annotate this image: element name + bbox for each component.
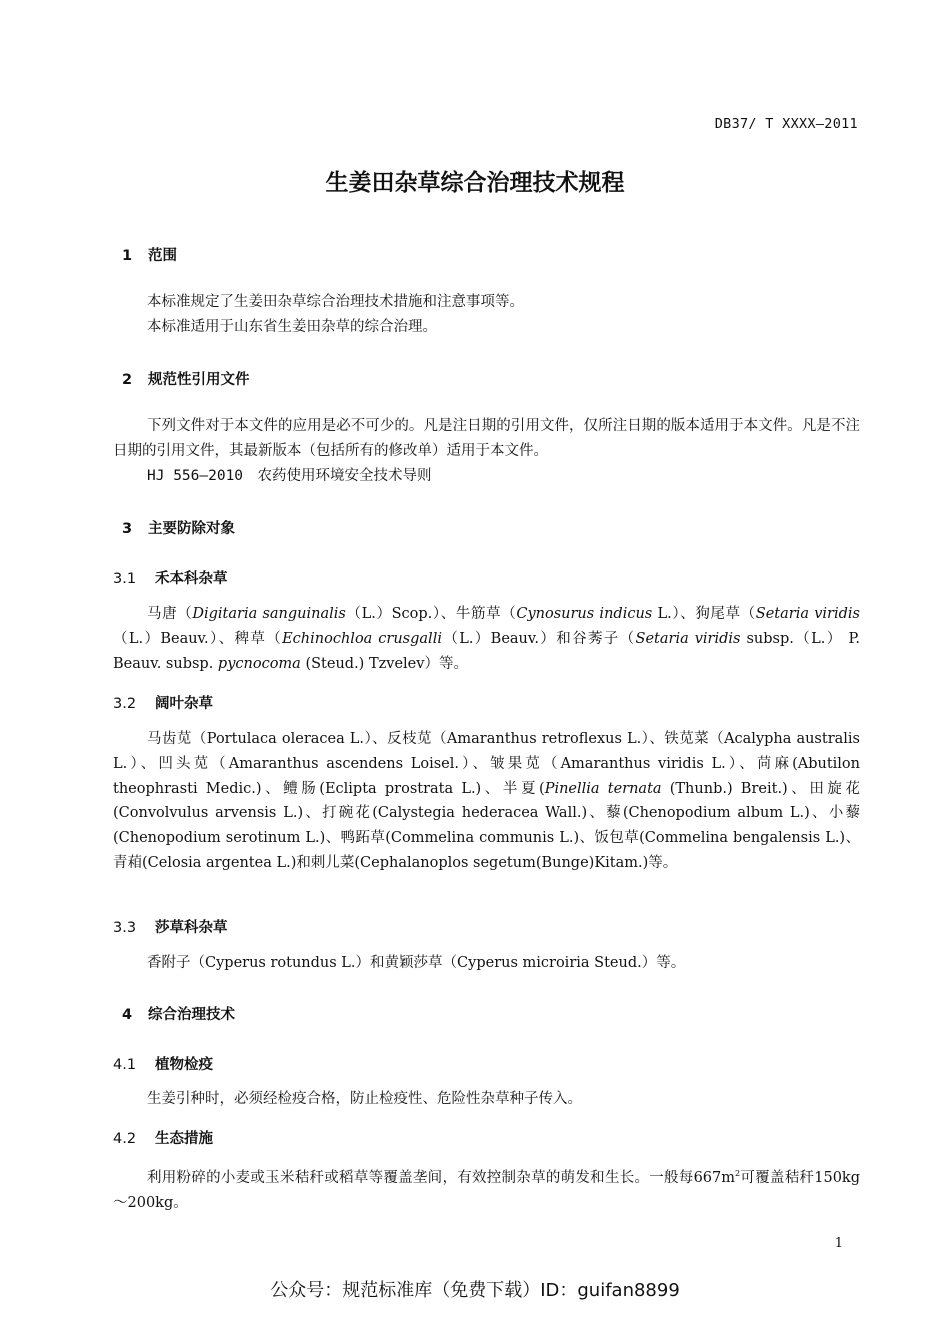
section-2-reference: HJ 556—2010 农药使用环境安全技术导则 xyxy=(147,467,432,484)
quarantine-para: 生姜引种时，必须经检疫合格，防止检疫性、危险性杂草种子传入。 xyxy=(147,1091,582,1107)
section-3-3-body xyxy=(113,951,860,976)
section-3-1-heading: 3.1 禾本科杂草 xyxy=(113,571,228,587)
footer-watermark: 公众号：规范标准库（免费下载）ID：guifan8899 xyxy=(270,1280,680,1301)
section-1-heading: 1 范围 xyxy=(122,248,177,264)
sedge-weeds-para: 香附子（Cyperus rotundus L.）和黄颖莎草（Cyperus microiria Steud.）等。 xyxy=(147,955,686,971)
section-4-heading: 4 综合治理技术 xyxy=(122,1007,235,1023)
section-2-para-1: 下列文件对于本文件的应用是必不可少的。凡是注日期的引用文件，仅所注日期的版本适用于本文件。凡是不注日期的引用文件，其最新版本（包括所有的修改单）适用于本文件。 xyxy=(113,418,860,459)
grass-weeds-para: 马唐（Digitaria sanguinalis（L.）Scop.）、牛筋草（Cynosurus indicus L.）、狗尾草（Setaria viridis（L.）Beauv.）、稗草（Echinochloa crusgalli（L.）Beauv.）和谷莠子（Setaria viridis subsp.（L.） P. Beauv. subsp. pycnocoma (Steud.) Tzvelev）等。 xyxy=(113,606,860,672)
section-2-heading: 2 规范性引用文件 xyxy=(122,372,250,388)
section-4-1-heading: 4.1 植物检疫 xyxy=(113,1057,213,1073)
section-1-para-2: 本标准适用于山东省生姜田杂草的综合治理。 xyxy=(147,318,437,335)
section-4-2-body xyxy=(113,1162,860,1215)
section-3-2-heading: 3.2 阔叶杂草 xyxy=(113,696,213,712)
section-3-3-heading: 3.3 莎草科杂草 xyxy=(113,920,228,936)
standard-code: DB37/ T XXXX—2011 xyxy=(714,116,858,132)
section-3-2-body xyxy=(113,727,860,876)
section-1-para-1: 本标准规定了生姜田杂草综合治理技术措施和注意事项等。 xyxy=(147,294,524,310)
section-2-body xyxy=(113,414,860,488)
section-3-heading: 3 主要防除对象 xyxy=(122,521,235,537)
ecological-para: 利用粉碎的小麦或玉米秸秆或稻草等覆盖垄间，有效控制杂草的萌发和生长。一般每$667m^2$可覆盖秸秆150kg～200kg。 xyxy=(113,1169,860,1211)
section-1-body xyxy=(113,290,860,340)
section-4-2-heading: 4.2 生态措施 xyxy=(113,1131,213,1147)
document-title: 生姜田杂草综合治理技术规程 xyxy=(325,170,625,196)
section-4-1-body xyxy=(113,1087,860,1112)
broadleaf-weeds-para: 马齿苋（Portulaca oleracea L.）、反枝苋（Amaranthus retroflexus L.）、铁苋菜（Acalypha australis L.）、凹头苋（Amaranthus ascendens Loisel.）、皱果苋（Amaranthus viridis L.）、苘麻(Abutilon theophrasti Medic.)、鳢肠(Eclipta prostrata L.)、半夏(Pinellia ternata (Thunb.) Breit.)、田旋花(Convolvulus arvensis L.)、打碗花(Calystegia hederacea Wall.)、藜(Chenopodium album L.)、小藜(Chenopodium serotinum L.)、鸭跖草(Commelina communis L.)、饭包草(Commelina bengalensis L.)、青葙(Celosia argentea L.)和刺儿菜(Cephalanoplos segetum(Bunge)Kitam.)等。 xyxy=(113,731,861,871)
page-number: 1 xyxy=(834,1236,843,1251)
section-3-1-body xyxy=(113,602,860,676)
